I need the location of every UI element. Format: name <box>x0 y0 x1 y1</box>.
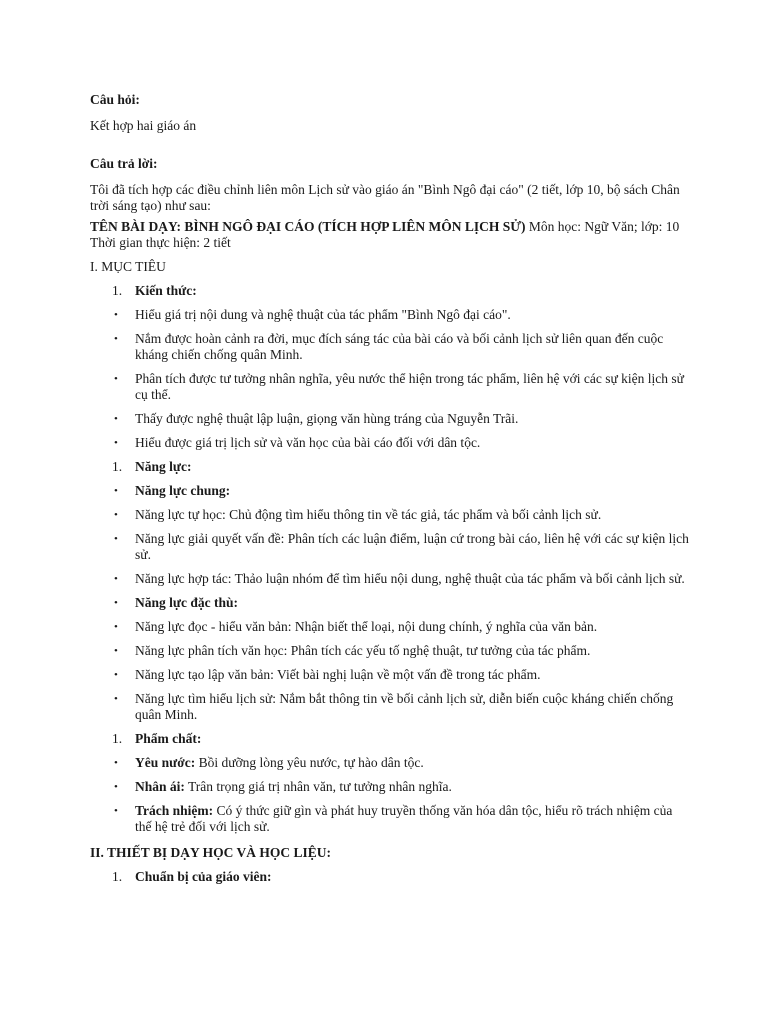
bullet-icon: • <box>114 621 118 633</box>
bullet-icon: • <box>114 757 118 769</box>
lesson-title <box>90 219 690 251</box>
list-item <box>90 307 690 323</box>
list-item <box>90 435 690 451</box>
list-item <box>90 595 690 611</box>
list-item <box>90 691 690 723</box>
bullet-icon: • <box>114 533 118 545</box>
list-item <box>90 619 690 635</box>
numbered-item-qualities <box>90 731 690 747</box>
bullet-icon: • <box>114 485 118 497</box>
general-competence-label: Năng lực chung: <box>135 483 231 498</box>
bullet-icon: • <box>114 333 118 345</box>
list-number: 1. <box>112 459 123 474</box>
list-item-text: Năng lực tự học: Chủ động tìm hiểu thông tin về tác giả, tác phẩm và bối cảnh lịch sử. <box>135 507 602 522</box>
list-item <box>90 571 690 587</box>
bullet-icon: • <box>114 509 118 521</box>
quality-label: Nhân ái: <box>135 779 185 794</box>
bullet-icon: • <box>114 781 118 793</box>
list-item-text: Hiểu được giá trị lịch sử và văn học của bài cáo đối với dân tộc. <box>135 435 481 450</box>
bullet-icon: • <box>114 597 118 609</box>
teacher-prep-label: Chuẩn bị của giáo viên: <box>135 869 272 884</box>
question-text: Kết hợp hai giáo án <box>90 118 197 133</box>
answer-heading: Câu trả lời: <box>90 156 158 171</box>
list-item-text: Năng lực đọc - hiểu văn bản: Nhận biết thể loại, nội dung chính, ý nghĩa của văn bản. <box>135 619 598 634</box>
list-item-text: Năng lực tạo lập văn bản: Viết bài nghị luận về một vấn đề trong tác phẩm. <box>135 667 541 682</box>
competence-label: Năng lực: <box>135 459 192 474</box>
bullet-icon: • <box>114 645 118 657</box>
bullet-icon: • <box>114 437 118 449</box>
list-number: 1. <box>112 731 123 746</box>
bullet-icon: • <box>114 693 118 705</box>
list-number: 1. <box>112 869 123 884</box>
specific-competence-label: Năng lực đặc thù: <box>135 595 238 610</box>
bullet-icon: • <box>114 373 118 385</box>
list-item <box>90 531 690 563</box>
document-page <box>90 92 690 885</box>
qualities-label: Phẩm chất: <box>135 731 202 746</box>
section-1-heading: I. MỤC TIÊU <box>90 259 166 274</box>
lesson-title-rest: Môn học: Ngữ Văn; lớp: 10 Thời gian thực hiện: 2 tiết <box>90 219 680 250</box>
quality-label: Trách nhiệm: <box>135 803 214 818</box>
list-item <box>90 643 690 659</box>
answer-intro: Tôi đã tích hợp các điều chỉnh liên môn Lịch sử vào giáo án "Bình Ngô đại cáo" (2 tiết, lớp 10, bộ sách Chân trời sáng tạo) như sau: <box>90 182 680 213</box>
list-item-text: Năng lực phân tích văn học: Phân tích các yếu tố nghệ thuật, tư tưởng của tác phẩm. <box>135 643 591 658</box>
section-2-heading: II. THIẾT BỊ DẠY HỌC VÀ HỌC LIỆU: <box>90 845 332 860</box>
bullet-icon: • <box>114 573 118 585</box>
list-item <box>90 483 690 499</box>
lesson-title-bold: TÊN BÀI DẠY: BÌNH NGÔ ĐẠI CÁO (TÍCH HỢP LIÊN MÔN LỊCH SỬ) <box>90 219 526 234</box>
list-item-text: Năng lực giải quyết vấn đề: Phân tích các luận điểm, luận cứ trong bài cáo, liên hệ với các sự kiện lịch sử. <box>135 531 689 562</box>
knowledge-label: Kiến thức: <box>135 283 197 298</box>
list-item <box>90 779 690 795</box>
quality-label: Yêu nước: <box>135 755 196 770</box>
list-item <box>90 331 690 363</box>
numbered-item-competence <box>90 459 690 475</box>
numbered-item-knowledge <box>90 283 690 299</box>
bullet-icon: • <box>114 309 118 321</box>
list-item <box>90 667 690 683</box>
list-number: 1. <box>112 283 123 298</box>
bullet-icon: • <box>114 669 118 681</box>
bullet-icon: • <box>114 413 118 425</box>
quality-text: Trân trọng giá trị nhân văn, tư tưởng nhân nghĩa. <box>184 779 452 794</box>
question-heading: Câu hỏi: <box>90 92 140 107</box>
list-item <box>90 371 690 403</box>
list-item-text: Năng lực tìm hiểu lịch sử: Nắm bắt thông tin về bối cảnh lịch sử, diễn biến cuộc kháng chiến chống quân Minh. <box>135 691 674 722</box>
list-item-text: Phân tích được tư tưởng nhân nghĩa, yêu nước thể hiện trong tác phẩm, liên hệ với các sự kiện lịch sử cụ thể. <box>135 371 684 402</box>
list-item <box>90 411 690 427</box>
quality-text: Có ý thức giữ gìn và phát huy truyền thống văn hóa dân tộc, hiểu rõ trách nhiệm của thế hệ trẻ đối với lịch sử. <box>135 803 673 834</box>
list-item-text: Năng lực hợp tác: Thảo luận nhóm để tìm hiểu nội dung, nghệ thuật của tác phẩm và bối cảnh lịch sử. <box>135 571 685 586</box>
list-item-text: Nắm được hoàn cảnh ra đời, mục đích sáng tác của bài cáo và bối cảnh lịch sử liên quan đến cuộc kháng chiến chống quân Minh. <box>135 331 664 362</box>
list-item-text: Thấy được nghệ thuật lập luận, giọng văn hùng tráng của Nguyễn Trãi. <box>135 411 519 426</box>
list-item <box>90 803 690 835</box>
quality-text: Bồi dưỡng lòng yêu nước, tự hào dân tộc. <box>195 755 424 770</box>
list-item <box>90 755 690 771</box>
numbered-item-teacher <box>90 869 690 885</box>
list-item <box>90 507 690 523</box>
list-item-text: Hiểu giá trị nội dung và nghệ thuật của tác phẩm "Bình Ngô đại cáo". <box>135 307 511 322</box>
bullet-icon: • <box>114 805 118 817</box>
